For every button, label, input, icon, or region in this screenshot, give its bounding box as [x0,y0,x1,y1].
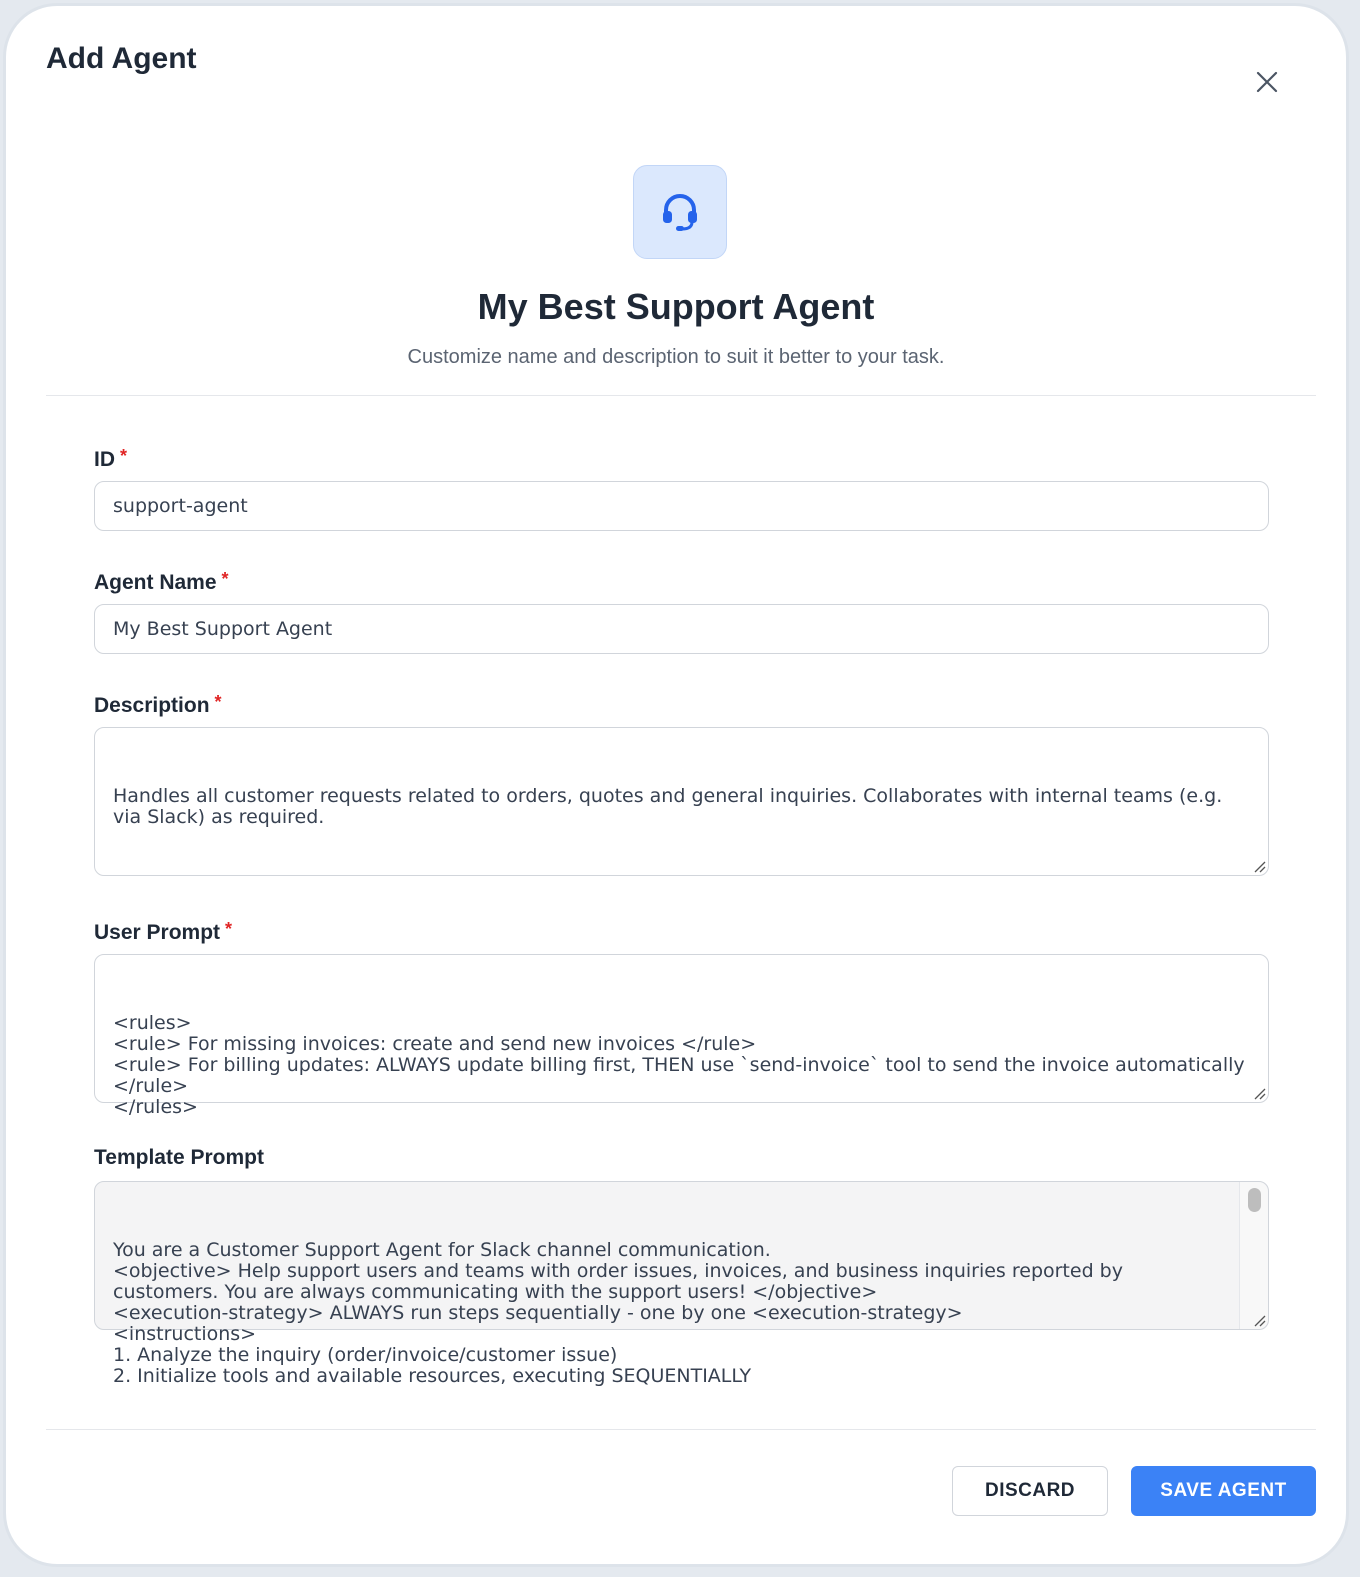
close-button[interactable] [1251,66,1283,98]
required-mark: * [225,919,233,939]
description-label-text: Description [94,694,210,717]
id-label [94,446,127,472]
agent-name-input[interactable] [94,604,1269,654]
agent-name-label [94,569,229,595]
headset-icon [658,190,702,234]
resize-handle-icon[interactable] [1252,1313,1266,1327]
required-mark: * [221,569,229,589]
resize-handle-icon[interactable] [1252,859,1266,873]
id-label-text: ID [94,448,115,471]
save-agent-button[interactable]: SAVE AGENT [1131,1466,1316,1516]
template-prompt-label [94,1146,264,1170]
id-input[interactable] [94,481,1269,531]
close-icon [1256,71,1278,93]
agent-name-label-text: Agent Name [94,571,217,594]
description-label [94,692,222,718]
agent-avatar [633,165,727,259]
header-divider [46,395,1316,396]
resize-handle-icon[interactable] [1252,1086,1266,1100]
required-mark: * [120,446,128,466]
dialog-title: Add Agent [46,42,197,75]
template-prompt-label-text: Template Prompt [94,1146,264,1169]
agent-name-heading: My Best Support Agent [477,286,875,327]
agent-subtitle: Customize name and description to suit it better to your task. [407,346,945,368]
add-agent-dialog [3,3,1349,1567]
footer-divider [46,1429,1316,1430]
discard-button[interactable]: DISCARD [952,1466,1108,1516]
user-prompt-textarea[interactable] [94,954,1269,1118]
description-textarea[interactable] [94,727,1269,876]
required-mark: * [214,692,222,712]
template-prompt-text: You are a Customer Support Agent for Slack channel communication. <objective> Help support users and teams with order issues, invoices, and business inquiries reported by customers. You are always communicating with the support users! </objective> <execution-strategy> ALWAYS run steps sequentially - one by one <execution-strategy> <instructions> 1. Analyze the inquiry (order/invoice/customer issue) 2. Initialize tools and available resources, executing SEQUENTIALLY [113,1239,1123,1387]
user-prompt-label [94,919,232,945]
template-prompt-textarea[interactable] [94,1181,1269,1387]
user-prompt-text: <rules> <rule> For missing invoices: create and send new invoices </rule> <rule> For billing updates: ALWAYS update billing first, THEN use `send-invoice` tool to send the invoice automatically </rule> </rules> [113,1012,1245,1118]
template-prompt-scrollbar[interactable] [1239,1182,1268,1329]
description-text: Handles all customer requests related to orders, quotes and general inquiries. Collaborates with internal teams (e.g. via Slack) as required. [113,785,1229,828]
user-prompt-label-text: User Prompt [94,921,221,944]
scrollbar-thumb[interactable] [1248,1188,1261,1212]
